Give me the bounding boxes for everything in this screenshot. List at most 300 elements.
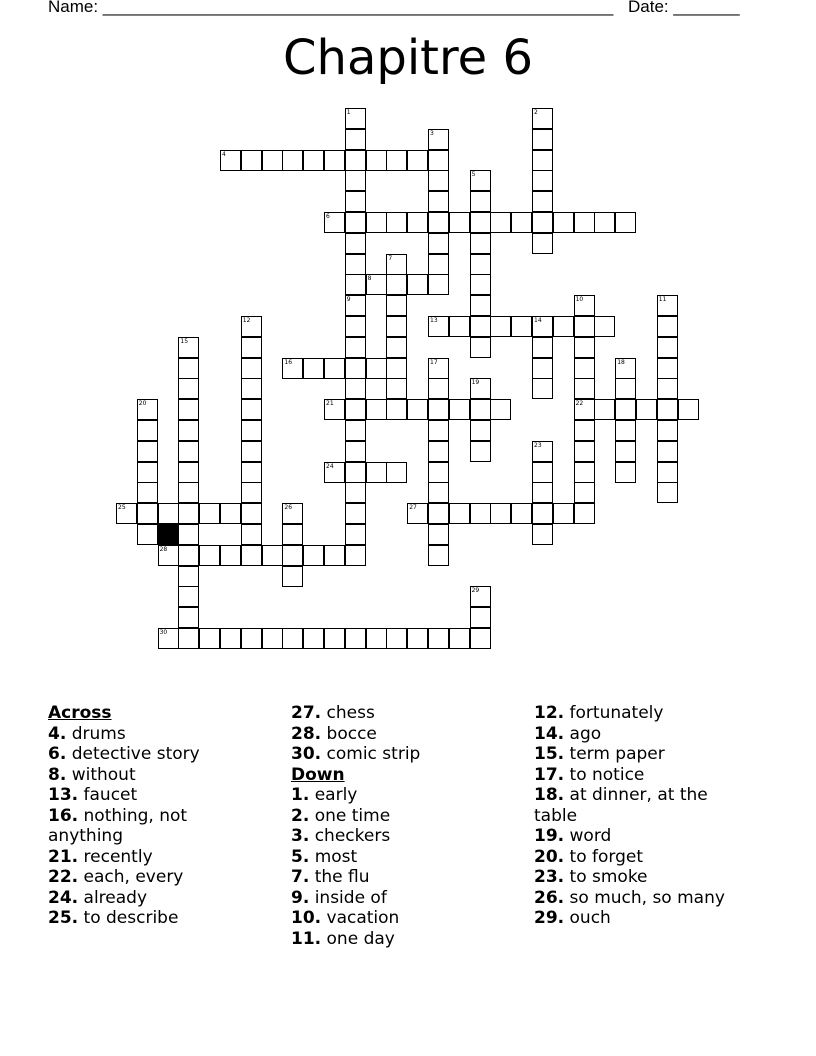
- grid-cell[interactable]: [553, 316, 574, 337]
- across-clue: [48, 744, 248, 765]
- across-clue: [48, 867, 248, 888]
- down-clue: [534, 785, 754, 826]
- clue-number: 8.: [48, 764, 67, 785]
- grid-cell[interactable]: [262, 628, 283, 649]
- grid-cell[interactable]: [324, 399, 345, 420]
- clue-number: 24.: [48, 887, 79, 908]
- clue-text: checkers: [309, 826, 391, 846]
- grid-cell[interactable]: [158, 545, 179, 566]
- grid-cell[interactable]: [574, 337, 595, 358]
- grid-cell[interactable]: [574, 503, 595, 524]
- grid-cell[interactable]: [303, 150, 324, 171]
- grid-cell[interactable]: [428, 399, 449, 420]
- grid-cell[interactable]: [615, 420, 636, 441]
- grid-cell[interactable]: [490, 212, 511, 233]
- grid-cell[interactable]: [657, 420, 678, 441]
- down-clue: [534, 826, 754, 847]
- grid-cell[interactable]: [386, 274, 407, 295]
- grid-cell[interactable]: [282, 358, 303, 379]
- grid-cell[interactable]: [532, 378, 553, 399]
- clue-number: 19.: [534, 826, 565, 846]
- clue-text: to describe: [78, 908, 179, 928]
- clue-text: nothing, not anything: [48, 805, 188, 846]
- grid-cell[interactable]: [178, 628, 199, 649]
- grid-cell[interactable]: [386, 628, 407, 649]
- grid-cell[interactable]: [428, 170, 449, 191]
- grid-cell[interactable]: [615, 399, 636, 420]
- grid-cell[interactable]: [470, 337, 491, 358]
- grid-cell[interactable]: [470, 607, 491, 628]
- grid-cell[interactable]: [345, 628, 366, 649]
- clue-number-20: 20: [138, 400, 147, 408]
- grid-cell[interactable]: [532, 337, 553, 358]
- grid-cell[interactable]: [178, 441, 199, 462]
- clue-number-19: 19: [471, 379, 480, 387]
- grid-cell[interactable]: [470, 586, 491, 607]
- down-clue: [291, 806, 511, 827]
- grid-cell[interactable]: [345, 108, 366, 129]
- clue-text: already: [78, 887, 148, 908]
- grid-cell[interactable]: [449, 316, 470, 337]
- grid-cell[interactable]: [241, 150, 262, 171]
- grid-cell[interactable]: [386, 358, 407, 379]
- grid-cell[interactable]: [241, 482, 262, 503]
- grid-cell[interactable]: [137, 399, 158, 420]
- grid-cell[interactable]: [303, 358, 324, 379]
- grid-cell[interactable]: [262, 150, 283, 171]
- grid-cell[interactable]: [532, 503, 553, 524]
- grid-cell[interactable]: [282, 503, 303, 524]
- grid-cell[interactable]: [345, 503, 366, 524]
- clue-number: 18.: [534, 785, 565, 805]
- down-clue: [291, 867, 511, 888]
- grid-cell[interactable]: [574, 212, 595, 233]
- grid-cell[interactable]: [303, 545, 324, 566]
- grid-cell[interactable]: [241, 503, 262, 524]
- grid-cell[interactable]: [428, 524, 449, 545]
- clue-number: 26.: [534, 887, 565, 908]
- grid-cell[interactable]: [241, 462, 262, 483]
- grid-cell[interactable]: [282, 566, 303, 587]
- grid-cell[interactable]: [470, 191, 491, 212]
- clue-text: vacation: [321, 908, 400, 928]
- clue-number: 15.: [534, 744, 565, 764]
- grid-cell[interactable]: [345, 170, 366, 191]
- grid-cell[interactable]: [428, 420, 449, 441]
- grid-cell[interactable]: [345, 150, 366, 171]
- grid-cell[interactable]: [324, 358, 345, 379]
- clue-number: 9.: [291, 887, 310, 908]
- across-clue: [48, 765, 248, 786]
- grid-cell[interactable]: [199, 628, 220, 649]
- grid-cell[interactable]: [428, 233, 449, 254]
- clue-number: 11.: [291, 928, 322, 949]
- grid-cell[interactable]: [428, 191, 449, 212]
- grid-cell[interactable]: [470, 378, 491, 399]
- grid-cell[interactable]: [428, 316, 449, 337]
- grid-cell[interactable]: [345, 545, 366, 566]
- grid-cell[interactable]: [574, 358, 595, 379]
- grid-cell[interactable]: [178, 586, 199, 607]
- grid-cell[interactable]: [137, 503, 158, 524]
- down-clue: [534, 744, 754, 765]
- grid-cell[interactable]: [345, 274, 366, 295]
- grid-cell[interactable]: [470, 295, 491, 316]
- grid-cell[interactable]: [199, 545, 220, 566]
- grid-cell[interactable]: [532, 191, 553, 212]
- clue-text: to smoke: [564, 867, 648, 887]
- grid-cell[interactable]: [657, 399, 678, 420]
- clue-number-26: 26: [284, 504, 293, 512]
- grid-cell[interactable]: [137, 441, 158, 462]
- grid-cell[interactable]: [657, 316, 678, 337]
- grid-cell[interactable]: [220, 503, 241, 524]
- grid-cell[interactable]: [428, 274, 449, 295]
- grid-cell[interactable]: [199, 503, 220, 524]
- clue-number-25: 25: [118, 504, 126, 512]
- grid-cell[interactable]: [386, 295, 407, 316]
- down-clue: [534, 765, 754, 786]
- grid-cell[interactable]: [532, 524, 553, 545]
- grid-cell[interactable]: [345, 358, 366, 379]
- grid-cell[interactable]: [470, 399, 491, 420]
- grid-cell[interactable]: [532, 462, 553, 483]
- grid-cell[interactable]: [470, 441, 491, 462]
- clue-text: the flu: [309, 867, 370, 887]
- grid-cell[interactable]: [178, 524, 199, 545]
- page-title: Chapitre 6: [283, 30, 533, 86]
- across-clue: [48, 888, 248, 909]
- clue-number: 6.: [48, 744, 67, 764]
- grid-cell[interactable]: [407, 274, 428, 295]
- grid-cell[interactable]: [386, 378, 407, 399]
- grid-cell[interactable]: [178, 607, 199, 628]
- grid-cell[interactable]: [241, 399, 262, 420]
- down-clue: [291, 929, 511, 950]
- grid-cell[interactable]: [282, 628, 303, 649]
- grid-cell[interactable]: [345, 482, 366, 503]
- grid-cell[interactable]: [241, 358, 262, 379]
- grid-cell[interactable]: [241, 524, 262, 545]
- clue-text: one time: [309, 805, 391, 826]
- grid-cell[interactable]: [532, 150, 553, 171]
- across-heading: Across: [48, 703, 112, 723]
- clue-text: to forget: [564, 846, 643, 867]
- clue-text: to notice: [564, 764, 645, 785]
- grid-cell[interactable]: [470, 254, 491, 275]
- grid-cell[interactable]: [366, 150, 387, 171]
- grid-cell[interactable]: [366, 628, 387, 649]
- grid-cell[interactable]: [428, 212, 449, 233]
- clue-number: 12.: [534, 703, 565, 723]
- grid-cell[interactable]: [386, 150, 407, 171]
- clue-number-30: 30: [159, 629, 168, 636]
- grid-cell[interactable]: [241, 316, 262, 337]
- grid-cell[interactable]: [345, 420, 366, 441]
- grid-cell[interactable]: [428, 462, 449, 483]
- clue-number: 17.: [534, 764, 565, 785]
- grid-cell[interactable]: [511, 503, 532, 524]
- grid-cell[interactable]: [262, 545, 283, 566]
- grid-cell[interactable]: [178, 378, 199, 399]
- grid-cell[interactable]: [366, 399, 387, 420]
- grid-cell[interactable]: [574, 399, 595, 420]
- grid-cell[interactable]: [324, 545, 345, 566]
- clue-number-7: 7: [388, 254, 393, 262]
- grid-cell[interactable]: [386, 462, 407, 483]
- grid-cell[interactable]: [386, 212, 407, 233]
- clue-number: 16.: [48, 805, 79, 826]
- grid-cell[interactable]: [345, 212, 366, 233]
- grid-cell[interactable]: [386, 316, 407, 337]
- grid-cell[interactable]: [178, 399, 199, 420]
- clue-number-8: 8: [367, 275, 372, 283]
- clue-number: 29.: [534, 908, 565, 928]
- clue-number: 10.: [291, 908, 322, 928]
- grid-cell[interactable]: [303, 628, 324, 649]
- clue-text: fortunately: [564, 703, 664, 723]
- clue-number: 7.: [291, 867, 310, 887]
- grid-cell[interactable]: [574, 482, 595, 503]
- grid-cell[interactable]: [178, 545, 199, 566]
- grid-cell[interactable]: [428, 482, 449, 503]
- grid-cell[interactable]: [137, 482, 158, 503]
- grid-cell[interactable]: [345, 233, 366, 254]
- grid-cell[interactable]: [324, 628, 345, 649]
- clue-text: early: [309, 785, 358, 805]
- clue-number-12: 12: [242, 317, 251, 324]
- grid-cell[interactable]: [241, 441, 262, 462]
- clue-text: inside of: [309, 887, 387, 908]
- grid-cell[interactable]: [324, 462, 345, 483]
- grid-cell[interactable]: [324, 150, 345, 171]
- grid-cell[interactable]: [657, 441, 678, 462]
- grid-cell[interactable]: [366, 212, 387, 233]
- grid-cell[interactable]: [511, 316, 532, 337]
- clue-number-29: 29: [471, 587, 480, 595]
- grid-cell[interactable]: [470, 316, 491, 337]
- grid-cell[interactable]: [678, 399, 699, 420]
- grid-cell[interactable]: [345, 337, 366, 358]
- grid-cell[interactable]: [178, 337, 199, 358]
- down-clue: [291, 908, 511, 929]
- grid-cell[interactable]: [428, 358, 449, 379]
- grid-cell[interactable]: [657, 378, 678, 399]
- grid-cell[interactable]: [158, 628, 179, 649]
- grid-cell[interactable]: [386, 254, 407, 275]
- grid-cell[interactable]: [532, 233, 553, 254]
- grid-cell[interactable]: [594, 399, 615, 420]
- grid-cell[interactable]: [574, 462, 595, 483]
- clue-text: bocce: [321, 723, 377, 744]
- grid-cell[interactable]: [366, 358, 387, 379]
- grid-cell[interactable]: [449, 503, 470, 524]
- clue-number-6: 6: [326, 213, 330, 220]
- grid-cell[interactable]: [574, 316, 595, 337]
- grid-cell[interactable]: [241, 337, 262, 358]
- grid-cell[interactable]: [553, 503, 574, 524]
- grid-cell[interactable]: [636, 399, 657, 420]
- grid-cell[interactable]: [428, 254, 449, 275]
- grid-cell[interactable]: [615, 378, 636, 399]
- grid-cell[interactable]: [470, 170, 491, 191]
- grid-cell[interactable]: [178, 462, 199, 483]
- clue-text: one day: [321, 928, 395, 949]
- grid-cell[interactable]: [178, 358, 199, 379]
- grid-cell[interactable]: [449, 399, 470, 420]
- grid-cell[interactable]: [158, 503, 179, 524]
- grid-cell[interactable]: [407, 628, 428, 649]
- clue-text: at dinner, at the table: [534, 785, 708, 826]
- grid-cell[interactable]: [345, 191, 366, 212]
- clue-number: 20.: [534, 846, 565, 867]
- grid-cell[interactable]: [428, 441, 449, 462]
- grid-cell[interactable]: [137, 524, 158, 545]
- grid-cell[interactable]: [137, 462, 158, 483]
- grid-cell[interactable]: [241, 378, 262, 399]
- grid-cell[interactable]: [407, 212, 428, 233]
- grid-cell[interactable]: [324, 212, 345, 233]
- grid-cell[interactable]: [428, 378, 449, 399]
- grid-cell[interactable]: [574, 441, 595, 462]
- grid-cell[interactable]: [532, 212, 553, 233]
- grid-cell[interactable]: [428, 150, 449, 171]
- grid-cell[interactable]: [178, 420, 199, 441]
- grid-cell[interactable]: [345, 524, 366, 545]
- clue-text: so much, so many: [564, 887, 725, 908]
- grid-cell[interactable]: [428, 545, 449, 566]
- grid-cell[interactable]: [490, 399, 511, 420]
- grid-cell[interactable]: [490, 503, 511, 524]
- grid-cell[interactable]: [657, 337, 678, 358]
- grid-cell[interactable]: [178, 482, 199, 503]
- grid-cell[interactable]: [490, 316, 511, 337]
- grid-cell[interactable]: [511, 212, 532, 233]
- grid-cell[interactable]: [137, 420, 158, 441]
- grid-cell[interactable]: [345, 399, 366, 420]
- grid-cell[interactable]: [386, 399, 407, 420]
- grid-cell[interactable]: [345, 378, 366, 399]
- grid-cell[interactable]: [178, 566, 199, 587]
- clue-number-10: 10: [575, 296, 584, 304]
- grid-cell[interactable]: [615, 358, 636, 379]
- grid-cell[interactable]: [178, 503, 199, 524]
- grid-cell[interactable]: [407, 150, 428, 171]
- grid-cell[interactable]: [282, 150, 303, 171]
- grid-cell[interactable]: [470, 420, 491, 441]
- grid-cell[interactable]: [470, 274, 491, 295]
- clue-number: 14.: [534, 723, 565, 744]
- clue-number-17: 17: [430, 358, 438, 366]
- clue-number-15: 15: [180, 337, 189, 345]
- grid-cell[interactable]: [449, 212, 470, 233]
- grid-cell[interactable]: [470, 233, 491, 254]
- clue-text: word: [564, 826, 612, 846]
- across-clue: [291, 703, 511, 724]
- clue-text: recently: [78, 846, 153, 867]
- grid-cell[interactable]: [532, 441, 553, 462]
- down-clue: [291, 888, 511, 909]
- clue-text: comic strip: [321, 744, 421, 764]
- grid-cell[interactable]: [116, 503, 137, 524]
- clue-number: 21.: [48, 846, 79, 867]
- grid-cell[interactable]: [532, 316, 553, 337]
- grid-cell[interactable]: [407, 503, 428, 524]
- grid-cell[interactable]: [345, 295, 366, 316]
- grid-cell[interactable]: [345, 441, 366, 462]
- grid-cell[interactable]: [574, 295, 595, 316]
- grid-cell[interactable]: [428, 129, 449, 150]
- clue-number-28: 28: [159, 545, 168, 553]
- clue-number-3: 3: [430, 129, 434, 137]
- grid-cell[interactable]: [553, 212, 574, 233]
- across-clue: [48, 785, 248, 806]
- grid-cell[interactable]: [345, 254, 366, 275]
- grid-cell[interactable]: [220, 628, 241, 649]
- grid-cell[interactable]: [386, 337, 407, 358]
- grid-cell[interactable]: [470, 503, 491, 524]
- clue-number-23: 23: [534, 441, 542, 449]
- clue-text: faucet: [78, 785, 138, 805]
- grid-cell[interactable]: [345, 316, 366, 337]
- clue-number-9: 9: [346, 296, 351, 304]
- grid-cell[interactable]: [282, 524, 303, 545]
- grid-cell[interactable]: [428, 503, 449, 524]
- grid-cell[interactable]: [615, 441, 636, 462]
- grid-cell[interactable]: [574, 378, 595, 399]
- grid-cell[interactable]: [532, 358, 553, 379]
- grid-cell[interactable]: [657, 462, 678, 483]
- grid-cell[interactable]: [594, 316, 615, 337]
- grid-cell[interactable]: [657, 482, 678, 503]
- grid-cell[interactable]: [657, 295, 678, 316]
- grid-cell[interactable]: [532, 482, 553, 503]
- grid-cell[interactable]: [220, 150, 241, 171]
- grid-cell[interactable]: [345, 462, 366, 483]
- grid-cell[interactable]: [366, 274, 387, 295]
- grid-cell[interactable]: [282, 545, 303, 566]
- grid-cell[interactable]: [615, 462, 636, 483]
- clue-number-1: 1: [346, 109, 351, 116]
- grid-cell[interactable]: [594, 212, 615, 233]
- down-clue: [534, 888, 754, 909]
- grid-cell[interactable]: [241, 420, 262, 441]
- grid-cell[interactable]: [345, 129, 366, 150]
- down-clue: [534, 908, 754, 929]
- grid-cell[interactable]: [241, 628, 262, 649]
- grid-cell[interactable]: [449, 628, 470, 649]
- grid-cell[interactable]: [615, 212, 636, 233]
- date-field-label: Date: _______: [628, 0, 740, 16]
- clue-text: without: [66, 764, 136, 785]
- grid-cell[interactable]: [657, 358, 678, 379]
- grid-cell[interactable]: [241, 545, 262, 566]
- grid-cell[interactable]: [428, 628, 449, 649]
- grid-cell[interactable]: [532, 129, 553, 150]
- grid-cell[interactable]: [532, 108, 553, 129]
- clue-number: 25.: [48, 908, 79, 928]
- grid-cell[interactable]: [470, 212, 491, 233]
- grid-cell[interactable]: [470, 628, 491, 649]
- grid-cell[interactable]: [366, 462, 387, 483]
- grid-cell[interactable]: [574, 420, 595, 441]
- down-clue: [534, 847, 754, 868]
- down-clue: [291, 826, 511, 847]
- grid-cell[interactable]: [532, 170, 553, 191]
- clue-number-24: 24: [326, 462, 334, 470]
- grid-cell[interactable]: [220, 545, 241, 566]
- grid-cell[interactable]: [407, 399, 428, 420]
